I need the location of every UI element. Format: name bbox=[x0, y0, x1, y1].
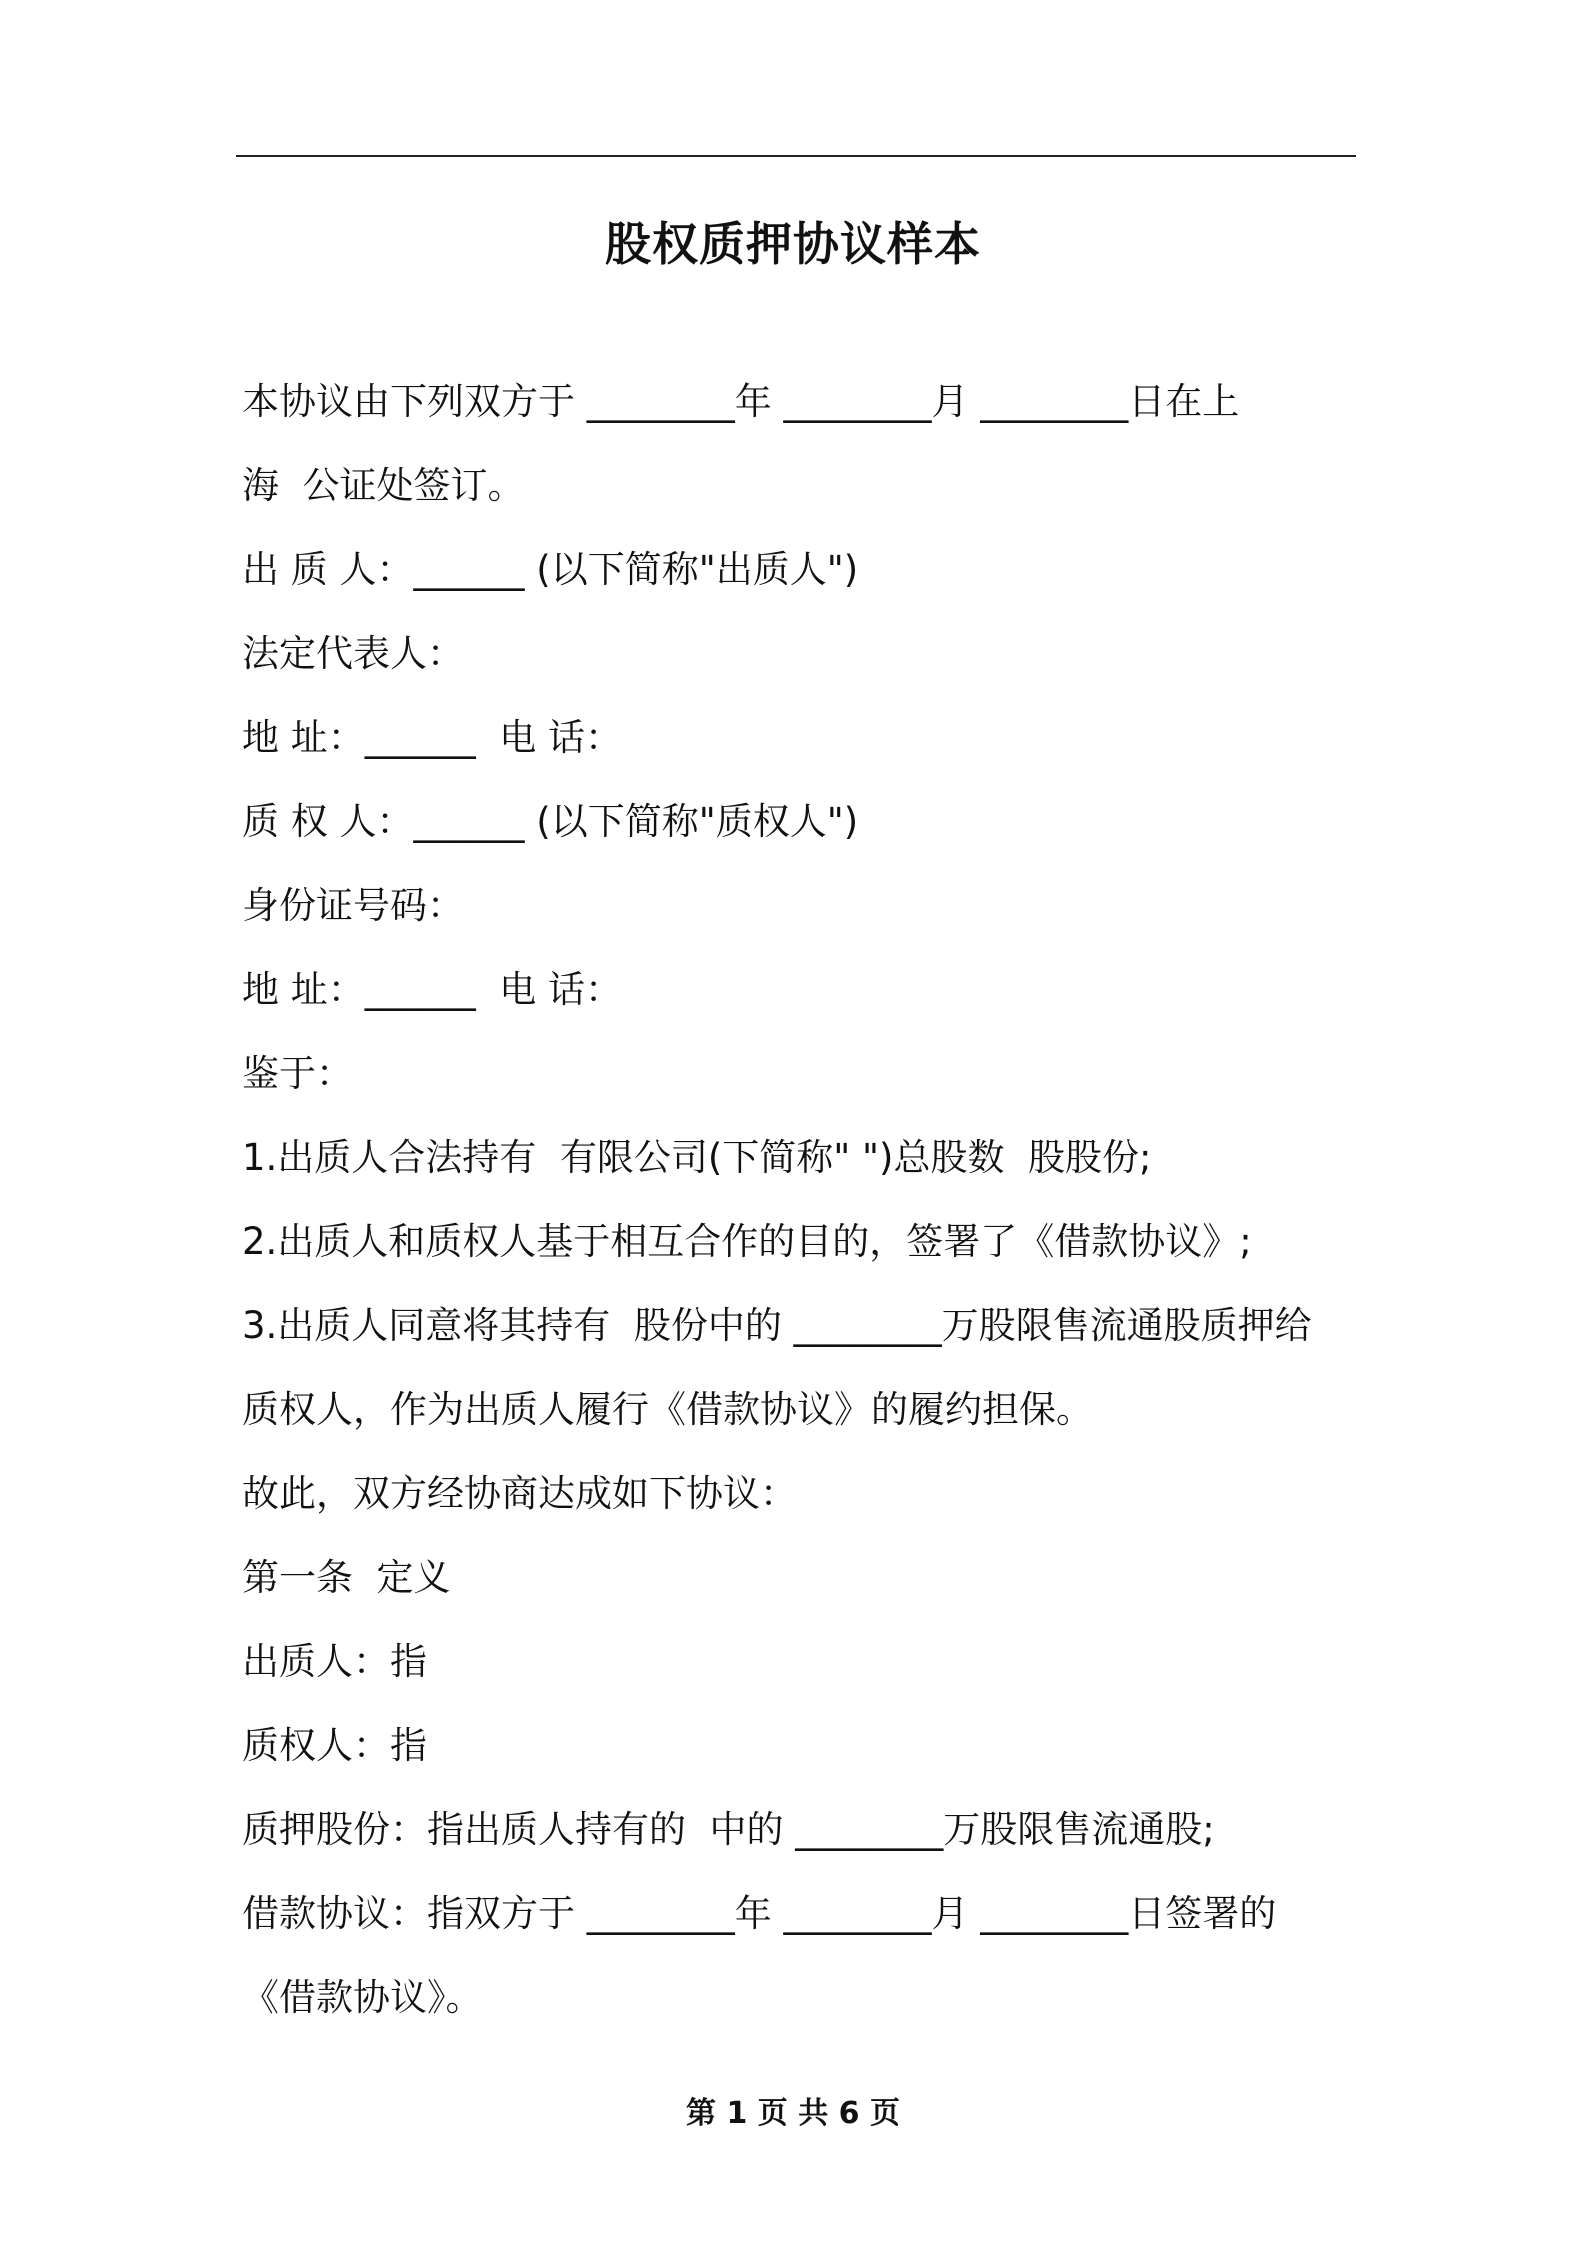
body-line-19: 借款协议：指双方于 ________年 ________月 ________日签署的 bbox=[242, 1892, 1277, 1935]
page-number-footer: 第 1 页 共 6 页 bbox=[686, 2096, 900, 2131]
body-line-8: 地 址：______ 电 话： bbox=[242, 968, 623, 1011]
body-line-14: 故此，双方经协商达成如下协议： bbox=[242, 1472, 797, 1515]
body-line-9: 鉴于： bbox=[242, 1052, 353, 1095]
body-line-7: 身份证号码： bbox=[242, 884, 464, 927]
body-line-15: 第一条 定义 bbox=[242, 1556, 451, 1599]
header-rule bbox=[236, 155, 1356, 157]
body-line-18: 质押股份：指出质人持有的 中的 ________万股限售流通股; bbox=[242, 1808, 1215, 1851]
body-line-5: 地 址：______ 电 话： bbox=[242, 716, 623, 759]
body-line-20: 《借款协议》。 bbox=[242, 1976, 483, 2019]
body-line-2: 海 公证处签订。 bbox=[242, 464, 525, 507]
body-line-17: 质权人：指 bbox=[242, 1724, 427, 1767]
body-line-10: 1.出质人合法持有 有限公司(下简称" ")总股数 股股份; bbox=[242, 1136, 1152, 1179]
document-body bbox=[242, 360, 1358, 2040]
body-line-3: 出 质 人：______ (以下简称"出质人") bbox=[242, 548, 859, 591]
body-line-6: 质 权 人：______ (以下简称"质权人") bbox=[242, 800, 859, 843]
body-line-12: 3.出质人同意将其持有 股份中的 ________万股限售流通股质押给 bbox=[242, 1304, 1312, 1347]
body-line-13: 质权人，作为出质人履行《借款协议》的履约担保。 bbox=[242, 1388, 1093, 1431]
body-line-11: 2.出质人和质权人基于相互合作的目的，签署了《借款协议》; bbox=[242, 1220, 1252, 1263]
body-line-16: 出质人：指 bbox=[242, 1640, 427, 1683]
document-title: 股权质押协议样本 bbox=[605, 217, 981, 271]
body-line-1: 本协议由下列双方于 ________年 ________月 ________日在上 bbox=[242, 380, 1240, 423]
body-line-4: 法定代表人： bbox=[242, 632, 464, 675]
